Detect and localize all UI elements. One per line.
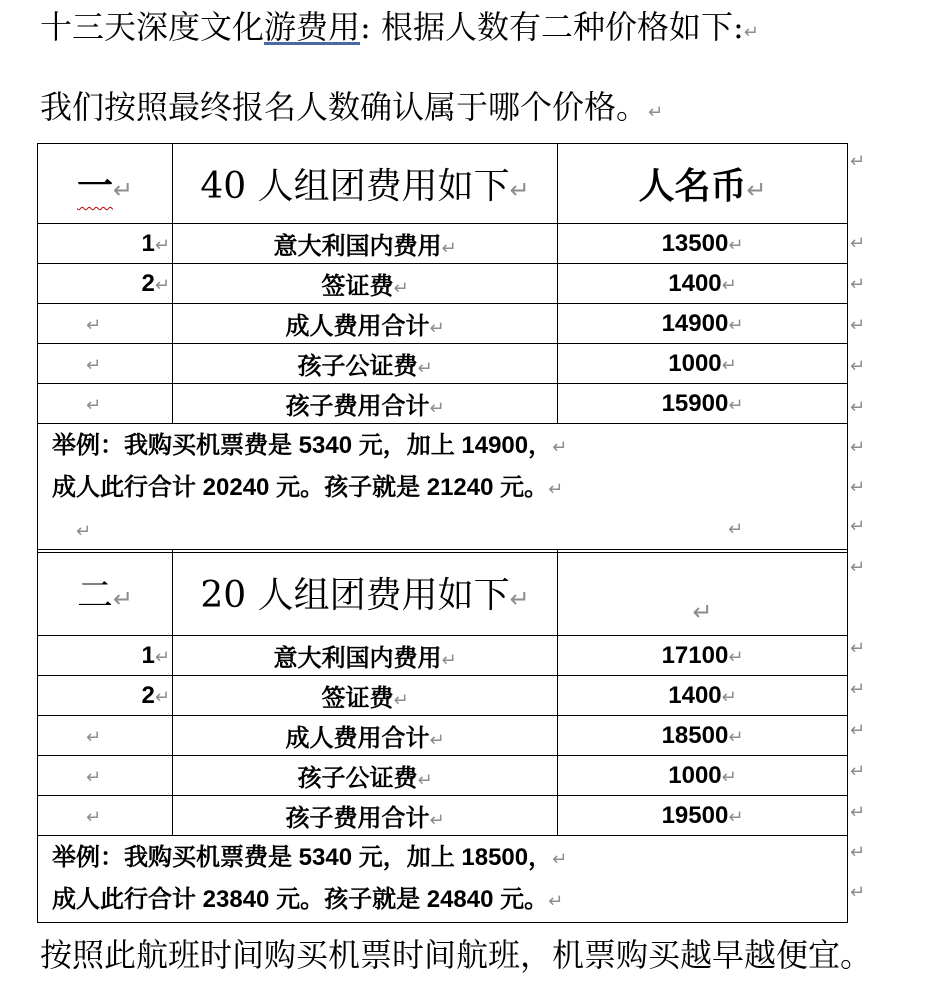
row-amount: 1400: [668, 681, 722, 709]
table-index: 一: [76, 165, 113, 207]
cell-end-mark-icon: ↵: [692, 598, 713, 626]
paragraph-mark-icon: ↵: [648, 102, 664, 123]
row-number: 1: [141, 641, 155, 669]
row-end-mark-icon: ↵: [850, 761, 866, 782]
row-item: 意大利国内费用: [273, 233, 442, 260]
price-table-40: [37, 143, 848, 553]
row-end-mark-icon: ↵: [850, 233, 866, 254]
footer-text: 按照此航班时间购买机票时间航班，机票购买越早越便宜。: [40, 936, 873, 974]
example-line: 举例：我购买机票费是 5340 元，加上 14900，↵: [52, 432, 568, 459]
row-item: 孩子公证费: [297, 765, 418, 792]
row-end-mark-icon: ↵: [850, 397, 866, 418]
table-row: [38, 384, 848, 424]
table-index-cell: [38, 550, 173, 636]
row-amount-cell: 1400↵: [558, 676, 848, 716]
cell-end-mark-icon: ↵: [112, 176, 134, 204]
row-number-cell: ↵: [38, 796, 173, 836]
row-item-cell: 孩子公证费↵: [173, 344, 558, 384]
row-end-mark-icon: ↵: [850, 802, 866, 823]
price-table-20: [37, 549, 848, 923]
row-end-mark-icon: ↵: [850, 477, 866, 498]
row-end-mark-icon: ↵: [850, 315, 866, 336]
row-amount-cell: 15900↵: [558, 384, 848, 424]
example-row: [38, 424, 848, 553]
row-end-mark-icon: ↵: [850, 638, 866, 659]
row-item-cell: 签证费↵: [173, 264, 558, 304]
example-cell: [38, 836, 848, 923]
row-item-cell: 孩子公证费↵: [173, 756, 558, 796]
cell-end-mark-icon: ↵: [509, 176, 530, 204]
row-end-mark-icon: ↵: [850, 842, 866, 863]
row-item: 孩子费用合计: [285, 393, 430, 420]
table-row: [38, 716, 848, 756]
table-row: [38, 344, 848, 384]
subtitle-text: 我们按照最终报名人数确认属于哪个价格。: [40, 88, 649, 126]
title-line: [40, 2, 759, 48]
row-number-cell: ↵: [38, 344, 173, 384]
example-line: 成人此行合计 23840 元。孩子就是 24840 元。↵: [52, 886, 564, 913]
cell-end-mark-icon: ↵: [112, 585, 134, 613]
row-end-mark-icon: ↵: [850, 516, 866, 537]
row-item-cell: 意大利国内费用↵: [173, 636, 558, 676]
row-amount: 1000: [668, 761, 722, 789]
row-end-mark-icon: ↵: [850, 274, 866, 295]
table-title: 40 人组团费用如下: [200, 166, 510, 207]
title-suffix: : 根据人数有二种价格如下:: [360, 8, 744, 46]
table-title-cell: [173, 144, 558, 224]
table-row: [38, 676, 848, 716]
table-row: [38, 264, 848, 304]
table-index: 二: [76, 575, 113, 616]
row-end-mark-icon: ↵: [850, 151, 866, 172]
row-item-cell: 成人费用合计↵: [173, 304, 558, 344]
example-line: 成人此行合计 20240 元。孩子就是 21240 元。↵: [52, 474, 564, 501]
row-number-cell: 1↵: [38, 224, 173, 264]
row-item: 签证费: [321, 273, 394, 300]
row-amount: 1400: [668, 269, 722, 297]
example-cell: [38, 424, 848, 553]
row-end-mark-icon: ↵: [850, 679, 866, 700]
row-amount: 18500: [661, 721, 729, 749]
row-number-cell: ↵: [38, 756, 173, 796]
row-amount-cell: 1400↵: [558, 264, 848, 304]
row-number-cell: 1↵: [38, 636, 173, 676]
subtitle-line: [40, 82, 663, 128]
row-item: 孩子公证费: [297, 353, 418, 380]
example-row: [38, 836, 848, 923]
paragraph-mark-icon: ↵: [743, 22, 759, 43]
cell-end-mark-icon: ↵: [746, 176, 767, 204]
table-title: 20 人组团费用如下: [200, 575, 510, 616]
currency-cell: [558, 550, 848, 636]
row-item: 意大利国内费用: [273, 645, 442, 672]
row-end-mark-icon: ↵: [850, 557, 866, 578]
row-number-cell: 2↵: [38, 264, 173, 304]
table-row: [38, 756, 848, 796]
row-amount: 14900: [661, 309, 729, 337]
row-amount: 13500: [661, 229, 729, 257]
row-amount: 1000: [668, 349, 722, 377]
row-item-cell: 成人费用合计↵: [173, 716, 558, 756]
row-item: 成人费用合计: [285, 725, 430, 752]
table-title-cell: [173, 550, 558, 636]
table-row: [38, 636, 848, 676]
row-item-cell: 孩子费用合计↵: [173, 384, 558, 424]
row-amount: 17100: [661, 641, 729, 669]
row-amount-cell: 13500↵: [558, 224, 848, 264]
row-amount-cell: 17100↵: [558, 636, 848, 676]
example-line: 举例：我购买机票费是 5340 元，加上 18500，↵: [52, 844, 568, 871]
row-end-mark-icon: ↵: [850, 720, 866, 741]
table-row: [38, 304, 848, 344]
title-prefix: 十三天深度文化: [40, 8, 265, 46]
row-amount-cell: 1000↵: [558, 756, 848, 796]
row-amount-cell: 1000↵: [558, 344, 848, 384]
row-item: 孩子费用合计: [285, 805, 430, 832]
row-amount: 19500: [661, 801, 729, 829]
currency-cell: [558, 144, 848, 224]
table-row: [38, 224, 848, 264]
cell-end-mark-icon: ↵: [509, 585, 530, 613]
row-number: 2: [141, 681, 155, 709]
title-underlined-text: 游费用: [264, 8, 361, 46]
row-number-cell: ↵: [38, 304, 173, 344]
currency-label: 人名币: [638, 165, 747, 207]
row-item: 成人费用合计: [285, 313, 430, 340]
row-number-cell: 2↵: [38, 676, 173, 716]
row-end-mark-icon: ↵: [850, 882, 866, 903]
table-row: [38, 796, 848, 836]
row-item: 签证费: [321, 685, 394, 712]
row-number-cell: ↵: [38, 384, 173, 424]
row-amount-cell: 18500↵: [558, 716, 848, 756]
row-end-mark-icon: ↵: [850, 356, 866, 377]
row-end-mark-icon: ↵: [850, 437, 866, 458]
row-number: 2: [141, 269, 155, 297]
row-number-cell: ↵: [38, 716, 173, 756]
row-number: 1: [141, 229, 155, 257]
row-amount-cell: 14900↵: [558, 304, 848, 344]
footer-line: [40, 930, 872, 976]
empty-paragraph: ↵ ↵: [76, 519, 744, 542]
table-index-cell: [38, 144, 173, 224]
row-amount: 15900: [661, 389, 729, 417]
row-amount-cell: 19500↵: [558, 796, 848, 836]
row-item-cell: 意大利国内费用↵: [173, 224, 558, 264]
row-item-cell: 签证费↵: [173, 676, 558, 716]
row-item-cell: 孩子费用合计↵: [173, 796, 558, 836]
